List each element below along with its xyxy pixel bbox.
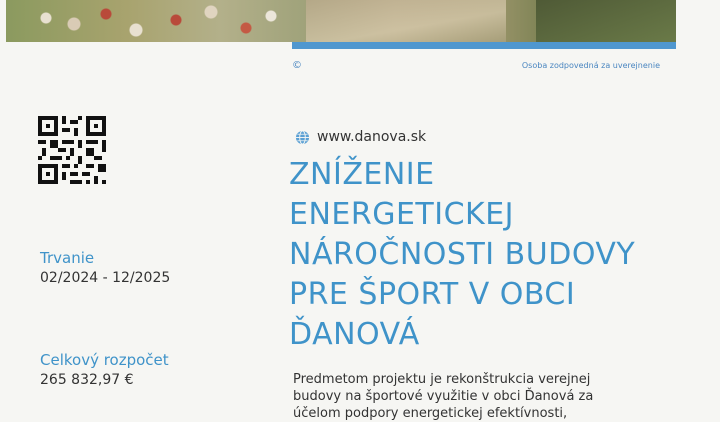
title-line: NÁROČNOSTI BUDOVY [289,237,636,272]
responsible-person-label: Osoba zodpovedná za uverejnenie [521,61,660,70]
title-line: ENERGETICKEJ [289,197,514,232]
duration-value: 02/2024 - 12/2025 [40,270,171,286]
title-line: PRE ŠPORT V OBCI [289,277,576,312]
duration-label: Trvanie [40,249,95,267]
budget-value: 265 832,97 € [40,372,134,388]
copyright-symbol: © [292,60,302,71]
qr-code-icon [38,116,106,184]
description-line: účelom podpory energetickej efektívnosti, [293,406,568,421]
field-area [306,0,506,42]
project-title [289,155,689,355]
village-houses [26,0,286,42]
globe-icon [295,130,310,145]
accent-bar [292,42,676,49]
header-photo [6,0,676,42]
tree-area [536,0,676,42]
website-link[interactable]: www.danova.sk [317,129,427,145]
description-line: Predmetom projektu je rekonštrukcia verejnej [293,372,591,387]
description-line: budovy na športové využitie v obci Ďanová za [293,389,594,404]
title-line: ZNÍŽENIE [289,157,435,192]
website-line [295,127,426,147]
project-description [293,371,673,422]
budget-label: Celkový rozpočet [40,351,169,369]
title-line: ĎANOVÁ [289,317,420,352]
